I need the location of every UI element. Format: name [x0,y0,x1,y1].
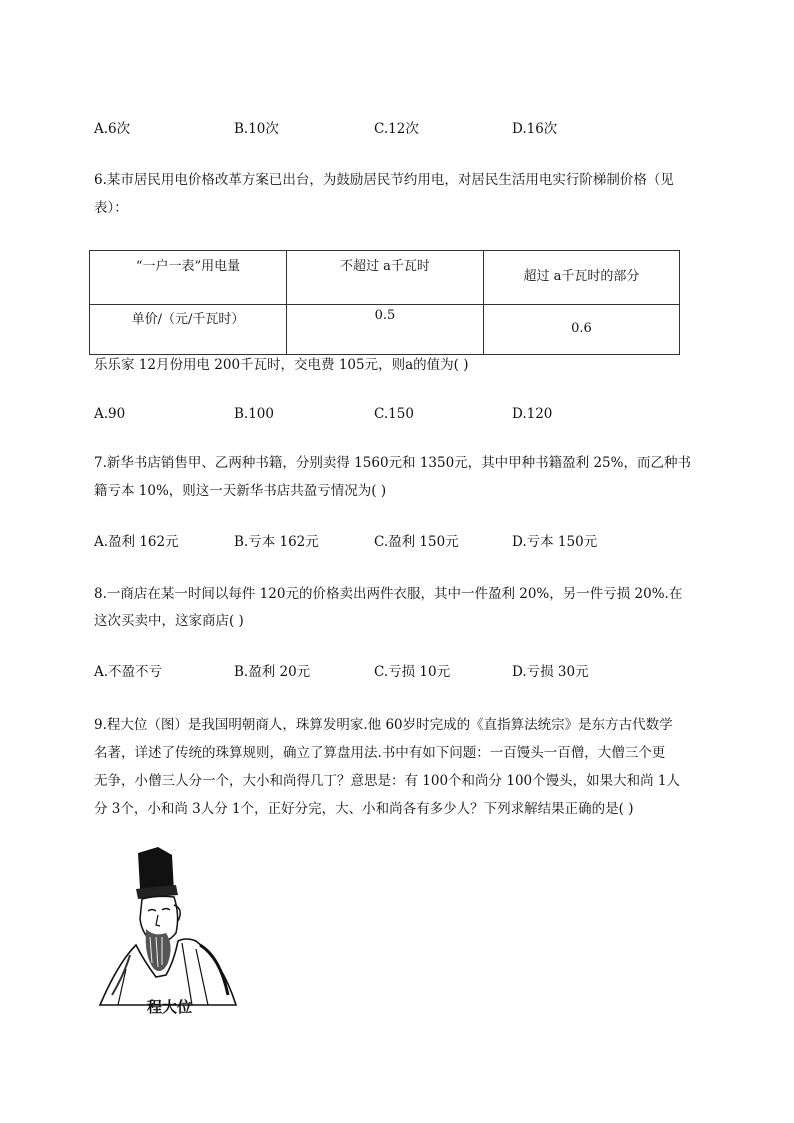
option-b[interactable]: B.100 [234,406,274,422]
option-c[interactable]: C.盈利 150元 [374,534,459,550]
q7-text-line-1: 7.新华书店销售甲、乙两种书籍，分别卖得 1560元和 1350元，其中甲种书籍盈利 25%，而乙种书 [94,455,691,471]
option-a[interactable]: A.90 [94,406,126,422]
table-row [90,251,680,305]
q9-text-line-1: 9.程大位（图）是我国明朝商人，珠算发明家.他 60岁时完成的《直指算法统宗》是东方古代数学 [94,717,673,733]
q8-text-line-2: 这次买卖中，这家商店( ) [94,613,244,629]
option-d[interactable]: D.120 [512,406,553,422]
table-cell: 单价/（元/千瓦时） [90,304,287,354]
option-b[interactable]: B.10次 [234,121,279,137]
option-c[interactable]: C.12次 [374,121,419,137]
option-b[interactable]: B.盈利 20元 [234,664,311,680]
option-a[interactable]: A.盈利 162元 [94,534,179,550]
q9-text-line-4: 分 3个，小和尚 3人分 1个，正好分完，大、小和尚各有多少人？下列求解结果正确的是( ) [94,801,634,817]
option-c[interactable]: C.150 [374,406,414,422]
table-header-cell: “一户一表”用电量 [90,251,287,305]
q8-options [94,662,714,682]
q8-text-line-1: 8.一商店在某一时间以每件 120元的价格卖出两件衣服，其中一件盈利 20%，另一件亏损 20%.在 [94,586,683,602]
option-d[interactable]: D.16次 [512,121,558,137]
option-b[interactable]: B.亏本 162元 [234,534,319,550]
option-c[interactable]: C.亏损 10元 [374,664,451,680]
q5-options [94,119,714,139]
option-a[interactable]: A.6次 [94,121,131,137]
q6-text-line-2: 表）： [94,200,128,216]
q9-text-line-2: 名著，详述了传统的珠算规则，确立了算盘用法.书中有如下问题：一百馒头一百僧，大僧三个更 [94,745,666,761]
portrait-caption: 程大位 [147,998,193,1016]
table-row [90,304,680,354]
q9-text-line-3: 无争，小僧三人分一个，大小和尚得几丁？意思是：有 100个和尚分 100个馒头，如果大和尚 1人 [94,773,680,789]
q6-text-line-1: 6.某市居民用电价格改革方案已出台，为鼓励居民节约用电，对居民生活用电实行阶梯制价格（见 [94,172,674,188]
table-header-cell: 超过 a千瓦时的部分 [484,251,680,305]
table-cell: 0.5 [287,304,484,354]
table-cell: 0.6 [484,304,680,354]
option-d[interactable]: D.亏本 150元 [512,534,598,550]
table-header-cell: 不超过 a千瓦时 [287,251,484,305]
portrait-illustration [96,845,241,1015]
option-d[interactable]: D.亏损 30元 [512,664,589,680]
q7-text-line-2: 籍亏本 10%，则这一天新华书店共盈亏情况为( ) [94,483,387,499]
q7-options [94,532,714,552]
q6-text-line-3: 乐乐家 12月份用电 200千瓦时，交电费 105元，则a的值为( ) [94,357,469,373]
q6-options [94,404,714,424]
price-table [89,250,680,355]
option-a[interactable]: A.不盈不亏 [94,664,163,680]
